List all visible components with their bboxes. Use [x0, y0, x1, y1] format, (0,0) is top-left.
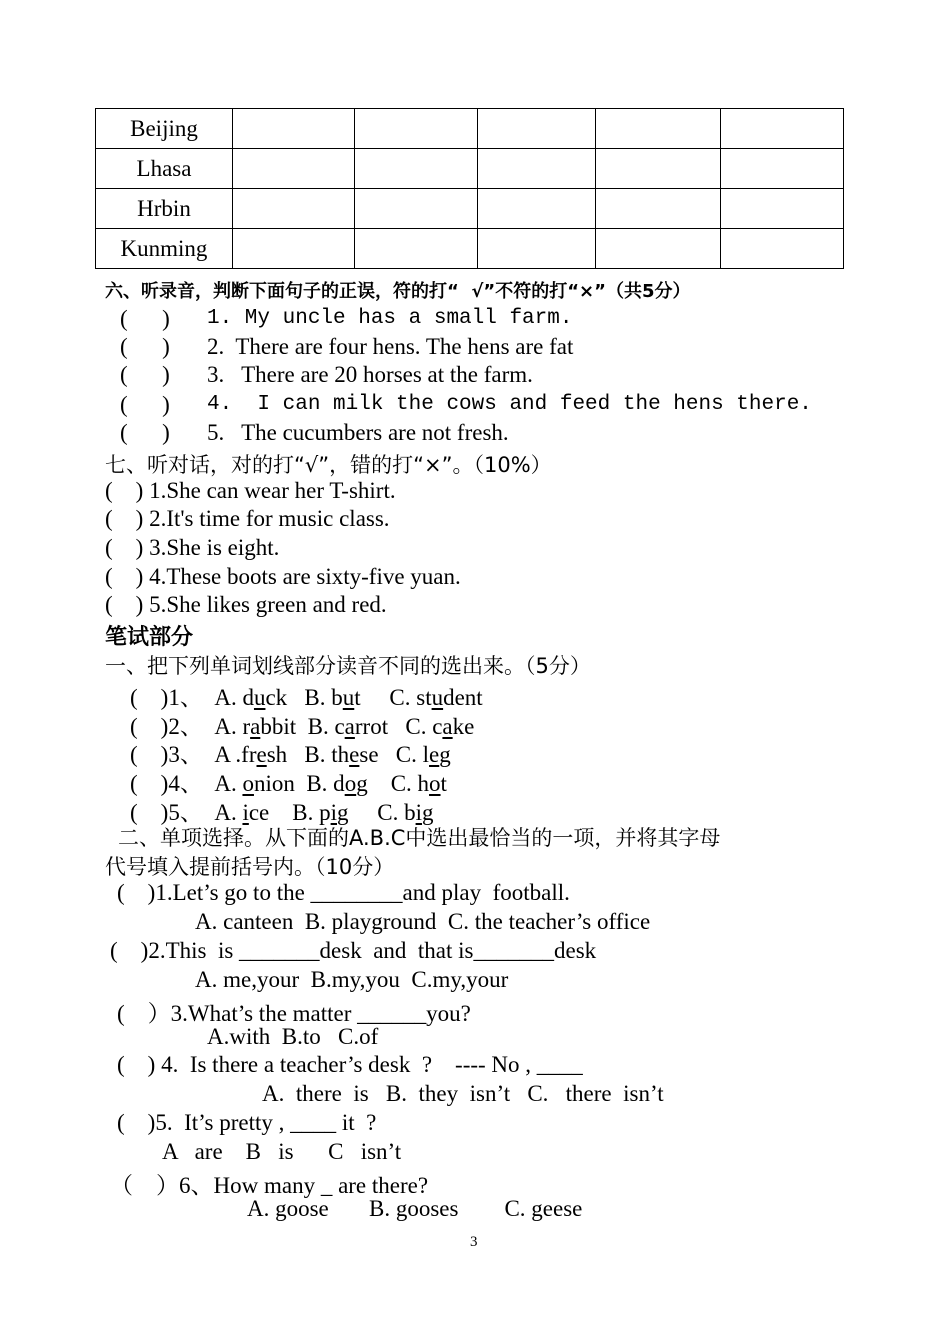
option-text: A.: [214, 800, 243, 825]
statement-text: 2. There are four hens. The hens are fat: [207, 334, 574, 359]
option-text: A .fr: [214, 742, 257, 767]
question-4: ( ) 4. Is there a teacher’s desk ? ---- No , ____: [117, 1052, 583, 1077]
option-text: g: [337, 800, 349, 825]
underlined-letter: e: [429, 742, 440, 767]
question-5-options: A are B is C isn’t: [162, 1139, 402, 1164]
option-text: bbit: [260, 714, 297, 739]
question-4-options: A. there is B. they isn’t C. there isn’t: [262, 1081, 664, 1106]
answer-paren[interactable]: ( ): [120, 362, 170, 387]
underlined-letter: a: [344, 714, 355, 739]
option-text: g: [356, 771, 368, 796]
empty-cell: [596, 109, 721, 149]
question-5: ( )5. It’s pretty , ____ it ?: [117, 1110, 377, 1135]
empty-cell: [478, 189, 596, 229]
option-text: B. b: [304, 685, 343, 710]
option-text: ck: [265, 685, 288, 710]
question-2: ( )2.This is _______desk and that is_______desk: [110, 938, 597, 963]
part-1-heading: 一、把下列单词划线部分读音不同的选出来。（5分）: [105, 654, 591, 678]
section-6-heading: 六、听录音，判断下面句子的正误，符的打“ √”不符的打“×”（共5分）: [105, 281, 691, 302]
question-number: ( )2、: [130, 714, 203, 739]
city-cell: Lhasa: [96, 149, 233, 189]
option-a: [214, 685, 287, 710]
question-3: ( ）3.What’s the matter ______you?: [117, 1001, 471, 1026]
empty-cell: [233, 149, 355, 189]
underlined-letter: o: [429, 771, 441, 796]
option-c: [391, 771, 447, 796]
statement-text: 4. I can milk the cows and feed the hens there.: [207, 393, 812, 416]
option-c: [396, 742, 451, 767]
empty-cell: [355, 109, 478, 149]
option-text: C. st: [389, 685, 432, 710]
table-row: [96, 229, 844, 269]
statement-text: 5. The cucumbers are not fresh.: [207, 420, 509, 445]
underlined-letter: a: [250, 714, 261, 739]
question-1: ( )1.Let’s go to the ________and play football.: [117, 880, 570, 905]
empty-cell: [355, 149, 478, 189]
option-text: g: [439, 742, 451, 767]
option-a: [214, 771, 295, 796]
option-b: [306, 771, 367, 796]
underlined-letter: a: [442, 714, 453, 739]
empty-cell: [721, 149, 844, 189]
answer-paren[interactable]: ( ): [120, 334, 170, 359]
empty-cell: [596, 189, 721, 229]
list-item: ( ) 2.It's time for music class.: [105, 506, 390, 531]
city-cell: Beijing: [96, 109, 233, 149]
option-text: B. p: [292, 800, 331, 825]
option-text: t: [354, 685, 361, 710]
option-text: B. th: [304, 742, 350, 767]
option-text: sh: [266, 742, 288, 767]
underlined-letter: i: [242, 800, 249, 825]
option-text: se: [359, 742, 379, 767]
empty-cell: [355, 189, 478, 229]
question-number: ( )4、: [130, 771, 203, 796]
option-b: [304, 742, 378, 767]
section-7-heading: 七、听对话，对的打“√”，错的打“×”。（10%）: [105, 453, 552, 477]
empty-cell: [233, 189, 355, 229]
underlined-letter: o: [242, 771, 254, 796]
underlined-letter: e: [256, 742, 267, 767]
underlined-letter: o: [344, 771, 357, 796]
list-item: ( ) 4.These boots are sixty-five yuan.: [105, 564, 461, 589]
option-text: C. h: [390, 771, 430, 796]
underlined-letter: i: [330, 800, 337, 825]
part-2-heading: 二、单项选择。从下面的A.B.C中选出最恰当的一项，并将其字母: [118, 826, 721, 850]
list-item: ( ) 3.She is eight.: [105, 535, 280, 560]
option-text: B. d: [306, 771, 345, 796]
empty-cell: [478, 109, 596, 149]
city-cell: Kunming: [96, 229, 233, 269]
option-text: rrot: [354, 714, 389, 739]
option-text: g: [421, 800, 434, 825]
option-text: A.: [214, 771, 243, 796]
table-row: [96, 149, 844, 189]
option-text: A. r: [214, 714, 251, 739]
underlined-letter: i: [415, 800, 422, 825]
list-item: ( ) 1.She can wear her T-shirt.: [105, 478, 396, 503]
statement-text: 1. My uncle has a small farm.: [207, 307, 573, 330]
question-3-options: A.with B.to C.of: [207, 1024, 379, 1049]
page-number: 3: [470, 1234, 478, 1250]
table-row: [96, 189, 844, 229]
option-text: C. b: [377, 800, 416, 825]
question-number: ( )1、: [130, 685, 203, 710]
empty-cell: [233, 109, 355, 149]
empty-cell: [233, 229, 355, 269]
part-2-heading-line2: 代号填入提前括号内。（10分）: [105, 855, 395, 879]
underlined-letter: u: [431, 685, 444, 710]
weather-table: [95, 108, 844, 269]
question-number: ( )5、: [130, 800, 203, 825]
option-text: B. c: [307, 714, 345, 739]
empty-cell: [596, 149, 721, 189]
question-1-options: A. canteen B. playground C. the teacher’s office: [195, 909, 651, 934]
city-cell: Hrbin: [96, 189, 233, 229]
option-text: A. d: [214, 685, 254, 710]
option-text: ke: [452, 714, 475, 739]
option-text: t: [440, 771, 447, 796]
answer-paren[interactable]: ( ): [120, 420, 170, 445]
option-b: [304, 685, 360, 710]
option-text: C. l: [395, 742, 430, 767]
answer-paren[interactable]: ( ): [120, 392, 170, 417]
question-6-options: A. goose B. gooses C. geese: [247, 1196, 583, 1221]
empty-cell: [596, 229, 721, 269]
written-section-title: 笔试部分: [105, 625, 194, 650]
underlined-letter: u: [342, 685, 355, 710]
list-item: ( ) 5.She likes green and red.: [105, 592, 387, 617]
underlined-letter: e: [349, 742, 360, 767]
empty-cell: [721, 229, 844, 269]
empty-cell: [355, 229, 478, 269]
underlined-letter: u: [253, 685, 266, 710]
answer-paren[interactable]: ( ): [120, 306, 170, 331]
option-text: nion: [253, 771, 295, 796]
empty-cell: [478, 149, 596, 189]
empty-cell: [478, 229, 596, 269]
option-a: [214, 742, 287, 767]
option-text: dent: [443, 685, 483, 710]
question-2-options: A. me,your B.my,you C.my,your: [195, 967, 509, 992]
option-text: ce: [248, 800, 270, 825]
empty-cell: [721, 109, 844, 149]
option-c: [389, 685, 482, 710]
option-text: C. c: [405, 714, 443, 739]
statement-text: 3. There are 20 horses at the farm.: [207, 362, 533, 387]
question-number: ( )3、: [130, 742, 203, 767]
question-6: （ ）6、How many _ are there?: [110, 1173, 429, 1198]
table-row: [96, 109, 844, 149]
empty-cell: [721, 189, 844, 229]
